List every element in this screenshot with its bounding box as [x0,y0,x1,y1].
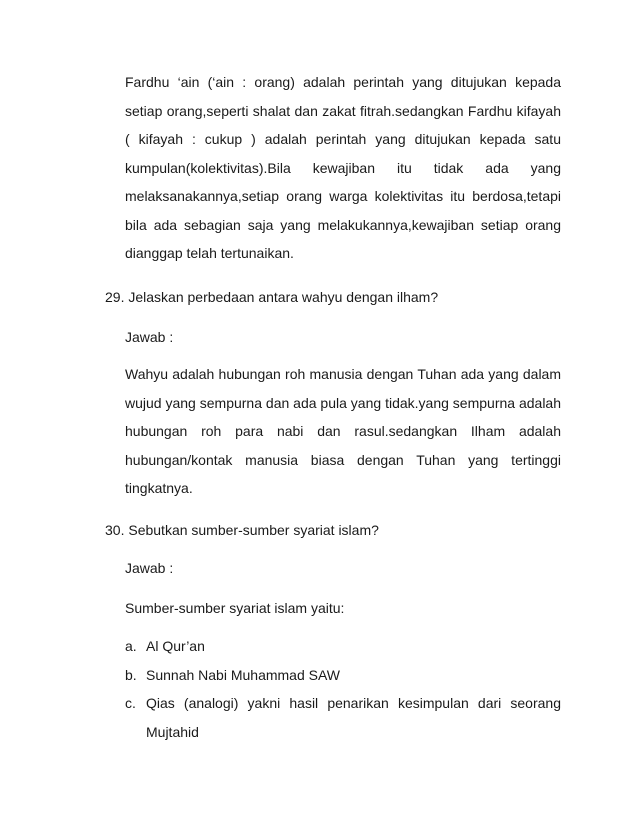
list-item [125,689,561,746]
question-30: 30. Sebutkan sumber-sumber syariat islam? [105,522,379,538]
question-29: 29. Jelaskan perbedaan antara wahyu dengan ilham? [105,289,439,305]
list-item-text: Al Qur’an [146,638,205,654]
list-item-text: Sunnah Nabi Muhammad SAW [146,667,341,683]
paragraph-fardhu: Fardhu ‘ain (‘ain : orang) adalah perintah yang ditujukan kepada setiap orang,seperti shalat dan zakat fitrah.sedangkan Fardhu kifayah ( kifayah : cukup ) adalah perintah yang ditujukan kepada satu kumpulan(kolektivitas).Bila kewajiban itu tidak ada yang melaksanakannya,setiap orang warga kolektivitas itu berdosa,tetapi bila ada sebagian saja yang melakukannya,kewajiban setiap orang dianggap telah tertunaikan. [125,74,561,261]
list-marker: a. [125,638,137,654]
answer-label-29: Jawab : [125,329,174,345]
list-item [125,661,561,690]
answer-intro-30: Sumber-sumber syariat islam yaitu: [125,600,345,616]
answer-label-30: Jawab : [125,560,174,576]
list-item [125,632,561,661]
list-marker: b. [125,667,137,683]
answer-29: Wahyu adalah hubungan roh manusia dengan Tuhan ada yang dalam wujud yang sempurna dan ada pula yang tidak.yang sempurna adalah hubungan roh para nabi dan rasul.sedangkan Ilham adalah hubungan/kontak manusia biasa dengan Tuhan yang tertinggi tingkatnya. [125,366,561,496]
list-item-text: Qias (analogi) yakni hasil penarikan kesimpulan dari seorang Mujtahid [146,695,561,740]
list-marker: c. [125,695,136,711]
